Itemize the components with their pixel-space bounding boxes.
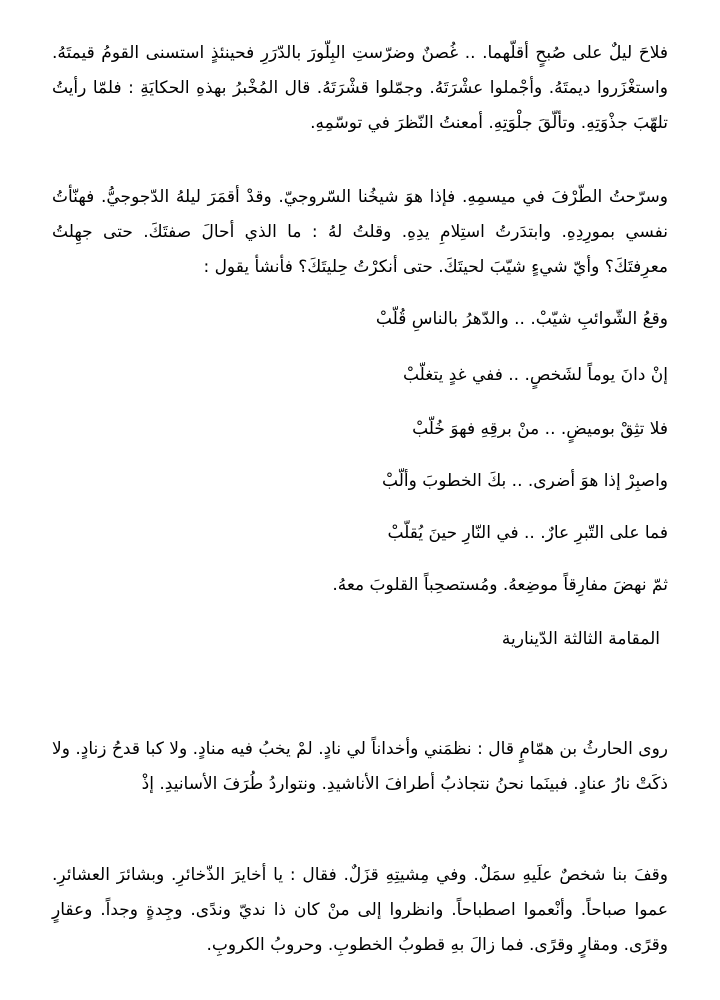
verse-line: إنْ دانَ يوماً لشَخصٍ. .. ففي غدٍ يتغلّبْ [402, 365, 668, 385]
verse-line: فما على التّبرِ عارٌ. .. في النّارِ حينَ يُقلّبْ [387, 523, 668, 543]
verse-line: وقعُ الشّوائبِ شيّبْ. .. والدّهرُ بالناسِ قُلّبْ [375, 309, 668, 329]
paragraph-4: وقفَ بنا شخصٌ علَيهِ سمَلٌ. وفي مِشيتِهِ قزَلٌ. فقال : يا أخايرَ الذّخائرِ. وبشائرَ العشائرِ. عموا صباحاً. وأنْعموا اصطباحاً. وانظروا إلى منْ كان ذا نديّ وندًى. وجِدةٍ وجداً. وعقارٍ وقرًى. ومقارٍ وقرًى. فما زالَ بهِ قطوبُ الخطوبِ. وحروبُ الكروبِ. [52, 865, 668, 955]
verse-line: واصبِرْ إذا هوَ أضرى. .. بكَ الخطوبَ وألّبْ [382, 471, 668, 491]
paragraph-1: فلاحَ ليلٌ على صُبحٍ أقلّهما. .. غُصنٌ وضرّستِ البِلّورَ بالدّرَرِ فحينئذٍ استسنى القومُ قيمتَهُ. واستغْزَروا ديمتَهُ. وأجْملوا عشْرَتَهُ. وجمّلوا قشْرَتَهُ. قال المُخْبرُ بهذهِ الحكايَةِ : فلمّا رأيتُ تلهّبَ جذْوَتِهِ. وتألّقَ جلْوَتِهِ. أمعنتُ النّظرَ في توسّمِهِ. [52, 43, 668, 133]
section-heading: المقامة الثالثة الدّينارية [501, 629, 660, 649]
closing-line: ثمّ نهضَ مفارِقاً موضِعهُ. ومُستصحِباً القلوبَ معهُ. [332, 575, 668, 595]
paragraph-3: روى الحارثُ بن همّامٍ قال : نظمَني وأخداناً لي نادٍ. لمْ يخبُ فيه منادٍ. ولا كبا قدحُ زنادٍ. ولا ذكَتْ نارُ عنادٍ. فبينَما نحنُ نتجاذبُ أطرافَ الأناشيدِ. ونتواردُ طُرَفَ الأسانيدِ. إذْ [52, 739, 668, 794]
verse-line: فلا تثِقْ بوميضٍ. .. منْ برقِهِ فهوَ خُلّبْ [412, 419, 668, 439]
paragraph-2: وسرّحتُ الطّرْفَ في ميسمِهِ. فإذا هوَ شيخُنا السّروجيّ. وقدْ أقمَرَ ليلهُ الدّجوجيُّ. فهنّأتُ نفسي بمورِدِهِ. وابتدَرتُ استِلامِ يدِهِ. وقلتُ لهُ : ما الذي أحالَ صفتَكَ. حتى جهِلتُ معرِفتَكَ؟ وأيّ شيءٍ شيّبَ لحيتَكَ. حتى أنكرْتُ حِليتَكَ؟ فأنشأ يقول : [52, 187, 668, 277]
